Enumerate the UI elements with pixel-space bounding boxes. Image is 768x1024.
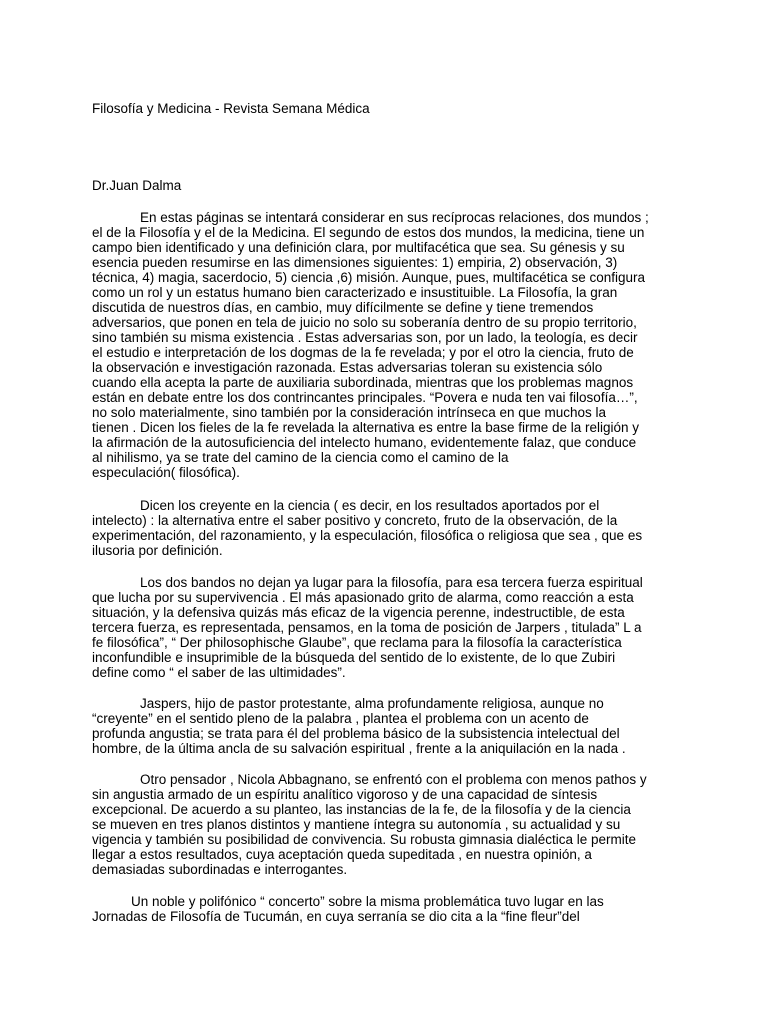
paragraph-line: Otro pensador , Nicola Abbagnano, se enfrentó con el problema con menos pathos y (140, 772, 647, 787)
paragraph-line: cuando ella acepta la parte de auxiliaria subordinada, mientras que los problemas magnos (92, 375, 634, 390)
paragraph-line: tercera fuerza, es representada, pensamos, en la toma de posición de Jarpers , titulada” L a (92, 620, 642, 635)
paragraph-line: discutida de nuestros días, en cambio, muy difícilmente se define y tiene tremendos (92, 300, 594, 315)
paragraph-line: adversarios, que ponen en tela de juicio no solo su soberanía dentro de su propio territorio, (92, 315, 637, 330)
paragraph-line: la afirmación de la autosuficiencia del intelecto humano, evidentemente falaz, que conduce (92, 435, 637, 450)
paragraph-line: intelecto) : la alternativa entre el saber positivo y concreto, fruto de la observación, de la (92, 513, 618, 528)
paragraph-line: la observación e investigación razonada. Estas adversarias toleran su existencia sólo (92, 360, 603, 375)
paragraph-line: el estudio e interpretación de los dogmas de la fe revelada; y por el otro la ciencia, fruto de (92, 345, 634, 360)
paragraph-line: hombre, de la última ancla de su salvación espiritual , frente a la aniquilación en la nada . (92, 741, 626, 756)
paragraph-line: En estas páginas se intentará considerar en sus recíprocas relaciones, dos mundos ; (140, 210, 649, 225)
document-title: Filosofía y Medicina - Revista Semana Médica (92, 101, 370, 116)
paragraph-3 (92, 575, 678, 680)
paragraph-line: situación, y la defensiva quizás más eficaz de la vigencia perenne, indestructible, de esta (92, 605, 625, 620)
paragraph-line: están en debate entre los dos contrincantes principales. “Povera e nuda ten vai filosofía…”, (92, 390, 638, 405)
paragraph-line: sino también su misma existencia . Estas adversarias son, por un lado, la teología, es decir (92, 330, 638, 345)
paragraph-line: campo bien identificado y una definición clara, por multifacética que sea. Su génesis y su (92, 240, 625, 255)
document-author: Dr.Juan Dalma (92, 178, 182, 193)
paragraph-line: que lucha por su supervivencia . El más apasionado grito de alarma, como reacción a esta (92, 590, 634, 605)
paragraph-line: llegar a estos resultados, cuya aceptación queda supeditada , en nuestra opinión, a (92, 847, 592, 862)
paragraph-line: Un noble y polifónico “ concerto” sobre la misma problemática tuvo lugar en las (131, 894, 604, 909)
paragraph-line: tienen . Dicen los fieles de la fe revelada la alternativa es entre la base firme de la religión y (92, 420, 640, 435)
paragraph-line: inconfundible e insuprimible de la búsqueda del sentido de lo existente, de lo que Zubiri (92, 650, 616, 665)
paragraph-line: esencia pueden resumirse en las dimensiones siguientes: 1) empiria, 2) observación, 3) (92, 255, 618, 270)
paragraph-2 (92, 498, 678, 558)
paragraph-line: no solo materialmente, sino también por la consideración intrínseca en que muchos la (92, 405, 607, 420)
paragraph-5 (92, 772, 678, 877)
paragraph-line: Dicen los creyente en la ciencia ( es decir, en los resultados aportados por el (140, 498, 600, 513)
paragraph-line: especulación( filosófica). (92, 465, 240, 480)
paragraph-line: Los dos bandos no dejan ya lugar para la filosofía, para esa tercera fuerza espiritual (140, 575, 643, 590)
paragraph-line: ilusoria por definición. (92, 543, 223, 558)
paragraph-line: Jornadas de Filosofía de Tucumán, en cuya serranía se dio cita a la “fine fleur”del (92, 909, 580, 924)
paragraph-line: técnica, 4) magia, sacerdocio, 5) ciencia ,6) misión. Aunque, pues, multifacética se configura (92, 270, 646, 285)
paragraph-line: al nihilismo, ya se trate del camino de la ciencia como el camino de la (92, 450, 509, 465)
paragraph-line: “creyente” en el sentido pleno de la palabra , plantea el problema con un acento de (92, 711, 589, 726)
paragraph-line: fe filosófica”, “ Der philosophische Glaube”, que reclama para la filosofía la característica (92, 635, 622, 650)
paragraph-line: experimentación, del razonamiento, y la especulación, filosófica o religiosa que sea , que es (92, 528, 643, 543)
paragraph-4 (92, 696, 678, 756)
paragraph-line: demasiadas subordinadas e interrogantes. (92, 862, 348, 877)
paragraph-line: profunda angustia; se trata para él del problema básico de la subsistencia intelectual del (92, 726, 620, 741)
paragraph-line: define como “ el saber de las ultimidades”. (92, 665, 346, 680)
paragraph-6 (92, 894, 678, 924)
paragraph-line: excepcional. De acuerdo a su planteo, las instancias de la fe, de la filosofía y de la ciencia (92, 802, 631, 817)
paragraph-line: como un rol y un estatus humano bien caracterizado e insustituible. La Filosofía, la gran (92, 285, 618, 300)
paragraph-1 (92, 210, 678, 480)
paragraph-line: Jaspers, hijo de pastor protestante, alma profundamente religiosa, aunque no (140, 696, 604, 711)
paragraph-line: el de la Filosofía y el de la Medicina. El segundo de estos dos mundos, la medicina, tiene un (92, 225, 645, 240)
paragraph-line: se mueven en tres planos distintos y mantiene íntegra su autonomía , su actualidad y su (92, 817, 621, 832)
paragraph-line: vigencia y también su posibilidad de convivencia. Su robusta gimnasia dialéctica le permite (92, 832, 637, 847)
paragraph-line: sin angustia armado de un espíritu analítico vigoroso y de una capacidad de síntesis (92, 787, 598, 802)
